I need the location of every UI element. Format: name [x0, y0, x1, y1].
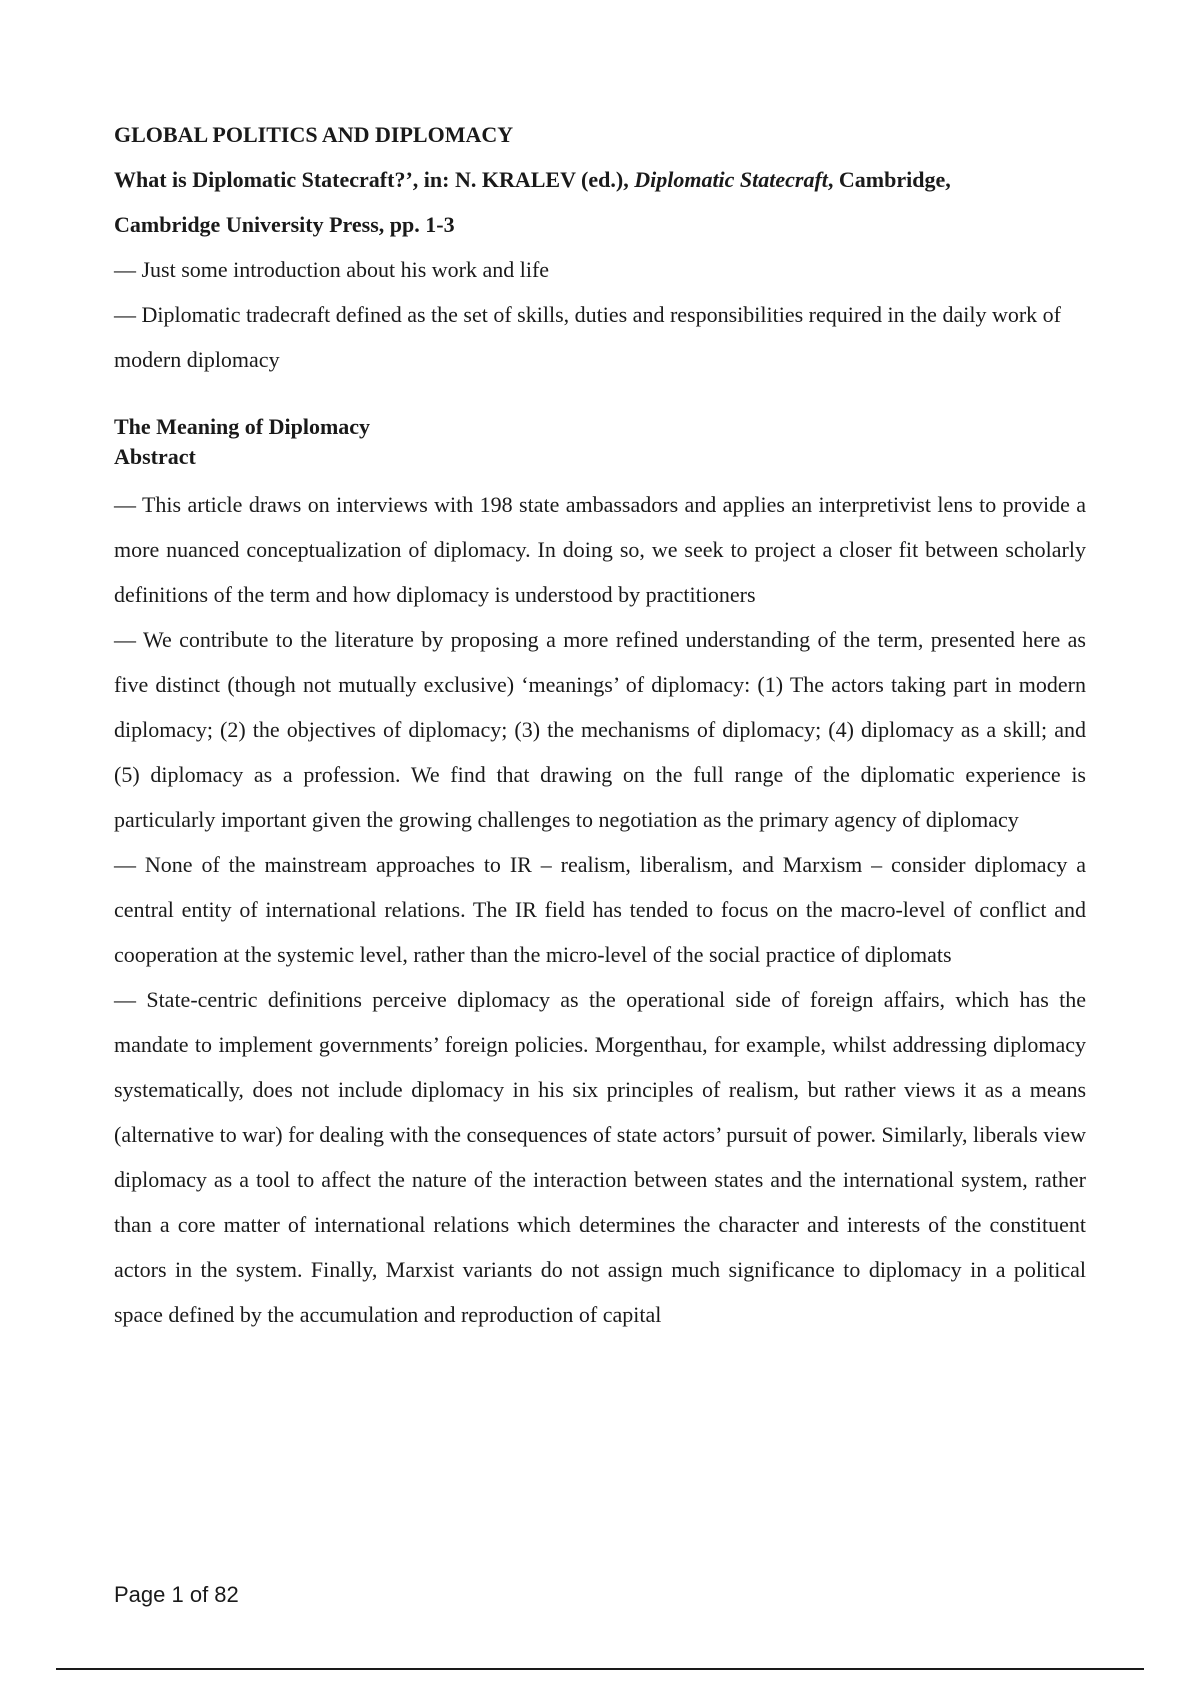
- page-number: Page 1 of 82: [114, 1582, 239, 1607]
- abstract-paragraph: — We contribute to the literature by proposing a more refined understanding of the term, presented here as five distinct (though not mutually exclusive) ‘meanings’ of diplomacy: (1) The actors taking part in modern diplomacy; (2) the objectives of diplomacy; (3) the mechanisms of diplomacy; (4) diplomacy as a skill; and (5) diplomacy as a profession. We find that drawing on the full range of the diplomatic experience is particularly important given the growing challenges to negotiation as the primary agency of diplomacy: [114, 627, 1086, 832]
- intro-bullet: — Just some introduction about his work and life: [114, 257, 550, 282]
- footer-divider: [56, 1668, 1144, 1670]
- section-spacer: [114, 382, 1086, 412]
- abstract-paragraph: — None of the mainstream approaches to IR – realism, liberalism, and Marxism – consider diplomacy a central entity of international relations. The IR field has tended to focus on the macro-level of conflict and cooperation at the systemic level, rather than the micro-level of the social practice of diplomats: [114, 852, 1086, 967]
- citation-book-title: Diplomatic Statecraft: [634, 167, 828, 192]
- section-title: The Meaning of Diplomacy: [114, 414, 371, 439]
- citation-text-2: , Cambridge,: [827, 167, 951, 192]
- subtitle-spacer: [114, 472, 1086, 482]
- citation-line-2: Cambridge University Press, pp. 1-3: [114, 212, 455, 237]
- course-title: GLOBAL POLITICS AND DIPLOMACY: [114, 122, 514, 147]
- intro-bullet: — Diplomatic tradecraft defined as the set of skills, duties and responsibilities required in the daily work of modern diplomacy: [114, 302, 1061, 372]
- citation-line-1: [114, 157, 1086, 202]
- citation-text-1: What is Diplomatic Statecraft?’, in: N. KRALEV (ed.),: [114, 167, 635, 192]
- section-subtitle: Abstract: [114, 444, 196, 469]
- document-page: [114, 112, 1086, 1337]
- abstract-paragraph: — State-centric definitions perceive diplomacy as the operational side of foreign affairs, which has the mandate to implement governments’ foreign policies. Morgenthau, for example, whilst addressing diplomacy systematically, does not include diplomacy in his six principles of realism, but rather views it as a means (alternative to war) for dealing with the consequences of state actors’ pursuit of power. Similarly, liberals view diplomacy as a tool to affect the nature of the interaction between states and the international system, rather than a core matter of international relations which determines the character and interests of the constituent actors in the system. Finally, Marxist variants do not assign much significance to diplomacy in a political space defined by the accumulation and reproduction of capital: [114, 987, 1086, 1327]
- abstract-paragraph: — This article draws on interviews with 198 state ambassadors and applies an interpretivist lens to provide a more nuanced conceptualization of diplomacy. In doing so, we seek to project a closer fit between scholarly definitions of the term and how diplomacy is understood by practitioners: [114, 492, 1086, 607]
